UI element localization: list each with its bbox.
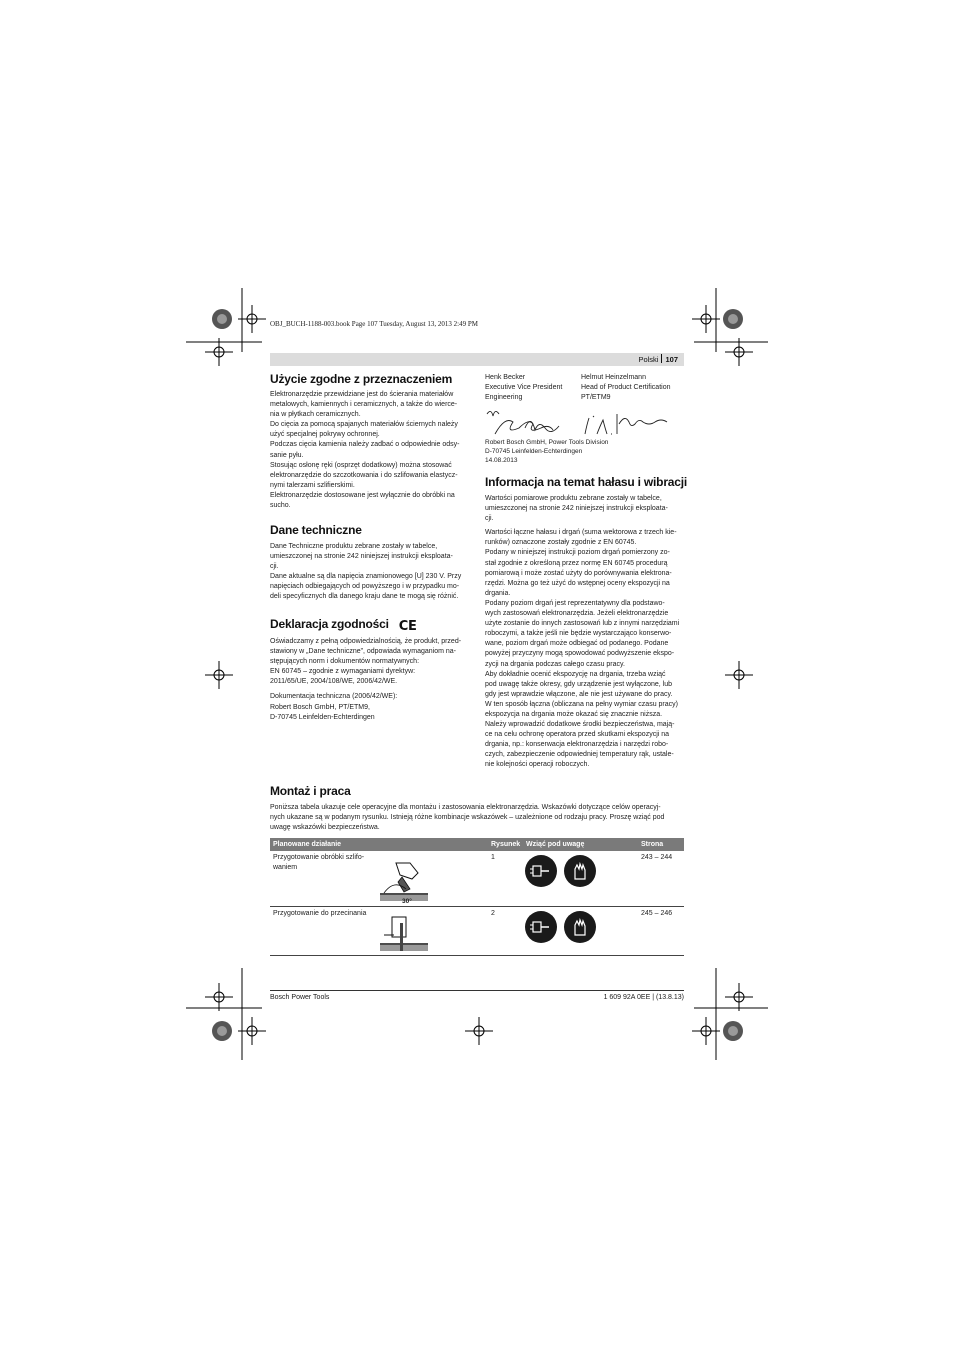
section-intended-use <box>270 372 470 511</box>
figure-number: 2 <box>491 910 495 917</box>
text-line: elektronarzędzie do szczotkowania i do szlifowania elastycz- <box>270 471 458 479</box>
row-divider <box>270 955 684 956</box>
section-body <box>270 637 470 723</box>
text-line: Oświadczamy z pełną odpowiedzialnością, że produkt, przed- <box>270 638 462 645</box>
text-line: D-70745 Leinfelden-Echterdingen <box>270 713 375 721</box>
page-number: 107 <box>665 355 678 364</box>
gloves-icon <box>564 911 596 943</box>
text-line: Elektronarzędzie przewidziane jest do ścierania materiałów <box>270 391 454 398</box>
signatory-title: Head of Product Certification <box>581 384 671 392</box>
text-line: wych zastosowań elektronarzędzia. Jeżeli elektronarzędzie <box>485 610 669 618</box>
text-line: stępujących norm i dokumentów normatywnych: <box>270 658 420 666</box>
text-line: cji. <box>270 563 279 571</box>
page-range: 243 – 244 <box>641 854 673 861</box>
text-line: nych ukazane są w podanym rysunku. Istnieją różne kombinacje wskazówek – uzależnione od rodzaju pracy. Proszę wziąć pod <box>270 814 665 822</box>
text-line: cji. <box>485 515 494 523</box>
action-text: waniem <box>273 863 298 871</box>
text-line: Robert Bosch GmbH, Power Tools Division <box>485 439 609 446</box>
section-title <box>270 617 470 634</box>
text-line: Dokumentacja techniczna (2006/42/WE): <box>270 693 398 701</box>
figure-number: 1 <box>491 854 495 861</box>
text-line: ekspozycja na drgania może okazać się znacznie niższa. <box>485 710 663 718</box>
text-line: umieszczonej na stronie 242 niniejszej instrukcji eksploata- <box>485 505 668 513</box>
text-line: umieszczonej na stronie 242 niniejszej instrukcji eksploata- <box>270 553 453 561</box>
text-line: runków) oznaczone zostały zgodnie z EN 60745. <box>485 539 637 547</box>
print-file-info: OBJ_BUCH-1188-003.book Page 107 Tuesday, August 13, 2013 2:49 PM <box>270 320 478 328</box>
text-line: sanie pyłu. <box>270 451 304 459</box>
footer-doc-number: 1 609 92A 0EE | (13.8.13) <box>603 994 684 1001</box>
text-line: rzędzi. Można go też użyć do wstępnej oceny ekspozycji na <box>485 579 670 587</box>
text-line: Należy wprowadzić dodatkowe środki bezpieczeństwa, mają- <box>485 721 675 729</box>
text-line: stał zgodnie z określoną przez normę EN 60745 procedurą <box>485 559 668 567</box>
section-title: Informacja na temat hałasu i wibracji <box>485 475 688 489</box>
footer-brand: Bosch Power Tools <box>270 994 330 1001</box>
text-line: Do cięcia za pomocą spajanych materiałów ściernych należy <box>270 421 458 429</box>
action-cell <box>273 909 383 919</box>
page-header-band <box>270 353 684 366</box>
column-header: Rysunek <box>491 841 521 848</box>
cutting-illustration <box>378 915 428 955</box>
section-mounting <box>270 784 684 833</box>
text-line: stawiony w „Dane techniczne”, odpowiada wymaganiom na- <box>270 648 456 656</box>
text-line: D-70745 Leinfelden-Echterdingen <box>485 448 583 455</box>
text-line: Podany poziom drgań jest reprezentatywny dla podstawo- <box>485 599 665 607</box>
table-row <box>270 907 684 956</box>
text-line: Dane Techniczne produktu zebrane zostały w tabelce, <box>270 543 438 550</box>
handwritten-signatures <box>485 406 685 442</box>
text-line: gdy jest wprawdzie włączone, ale nie jest używane do pracy. <box>485 690 673 698</box>
text-line: powyżej przyczyny mogą spowodować podwyższenie ekspo- <box>485 650 675 658</box>
angle-label: 30° <box>402 898 412 905</box>
text-line: użyć specjalnej pokrywy ochronnej. <box>270 431 380 439</box>
section-title: Dane techniczne <box>270 523 362 537</box>
text-line: zycji na drgania podczas całego czasu pracy. <box>485 660 625 668</box>
language-label: Polski <box>638 355 659 364</box>
section-title: Użycie zgodne z przeznaczeniem <box>270 372 453 386</box>
text-line: 14.08.2013 <box>485 457 518 464</box>
text-line: pomiarową i może zostać użyty do porównywania elektrona- <box>485 569 672 577</box>
table-row <box>270 851 684 906</box>
gloves-icon <box>564 855 596 887</box>
signatory-dept: PT/ETM9 <box>581 394 611 402</box>
text-line: użyte zostanie do innych zastosowań lub z innymi narzędziami <box>485 620 680 628</box>
column-header: Strona <box>641 841 664 848</box>
text-line: Podany w niniejszej instrukcji poziom drgań pomierzony zo- <box>485 549 670 557</box>
text-line: Aby dokładnie ocenić ekspozycję na drgania, trzeba wziąć <box>485 670 666 678</box>
section-title-text: Deklaracja zgodności <box>270 617 389 631</box>
text-line: nie kolejności operacji roboczych. <box>485 761 590 769</box>
text-line: czych, zabezpieczenie odpowiedniej temperatury rąk, ustale- <box>485 751 674 759</box>
signatory-title: Executive Vice President <box>485 384 563 392</box>
signatory-name: Henk Becker <box>485 374 526 381</box>
text-line: pod uwagę także okresy, gdy urządzenie jest wyłączone, lub <box>485 680 673 688</box>
page-header-text <box>638 354 678 364</box>
text-line: uwagę wskazówki bezpieczeństwa. <box>270 824 380 832</box>
text-line: Stosując osłonę ręki (osprzęt dodatkowy) można stosować <box>270 461 452 469</box>
signatory-dept: Engineering <box>485 394 523 402</box>
ce-mark: CE <box>398 619 417 634</box>
text-line: roboczymi, a także jeśli nie będzie wystarczająco konserwo- <box>485 630 672 638</box>
section-noise <box>485 475 688 771</box>
page-range: 245 – 246 <box>641 910 673 917</box>
unplug-icon <box>525 855 557 887</box>
signatory-right <box>581 373 691 403</box>
text-line: wane, poziom drgań może odbiegać od podanego. Podane <box>485 640 669 648</box>
footer-divider <box>270 990 684 991</box>
text-line: metalowych, kamiennych i ceramicznych, a także do wierce- <box>270 401 458 409</box>
text-line: drgania. <box>485 589 511 597</box>
section-declaration <box>270 617 470 723</box>
section-body <box>270 390 470 511</box>
header-separator <box>661 354 662 363</box>
signatory-left <box>485 373 580 403</box>
text-line: ce na celu ochronę operatora przed skutkami ekspozycji na <box>485 731 670 739</box>
text-line: 2011/65/UE, 2004/108/WE, 2006/42/WE. <box>270 678 398 686</box>
text-line: drgania, np.: konserwacja elektronarzędzia i narzędzi robo- <box>485 741 669 749</box>
text-line: W ten sposób łączna (obliczana na pełny wymiar czasu pracy) <box>485 700 678 708</box>
text-line: Poniższa tabela ukazuje cele operacyjne dla montażu i zastosowania elektronarzędzia. Wskazówki dotyczące celów operacyj- <box>270 804 661 811</box>
company-info <box>485 438 685 465</box>
text-line: Elektronarzędzie dostosowane jest wyłącznie do obróbki na <box>270 491 455 499</box>
section-body <box>485 494 685 771</box>
section-body <box>270 803 684 833</box>
action-text: Przygotowanie do przecinania <box>273 910 367 917</box>
text-line: deli specyficznych dla danego kraju dane te mogą się różnić. <box>270 593 459 601</box>
signatory-name: Helmut Heinzelmann <box>581 374 646 381</box>
text-line: sucho. <box>270 502 291 510</box>
text-line: EN 60745 – zgodnie z wymaganiami dyrektyw: <box>270 668 416 676</box>
text-line: Dane aktualne są dla napięcia znamionowego [U] 230 V. Przy <box>270 573 462 581</box>
text-line: nymi talerzami szlifierskimi. <box>270 481 355 489</box>
section-technical-data <box>270 523 470 603</box>
text-line: Robert Bosch GmbH, PT/ETM9, <box>270 703 370 711</box>
column-header: Wziąć pod uwagę <box>526 841 585 848</box>
column-header: Planowane działanie <box>273 841 342 848</box>
action-text: Przygotowanie obróbki szlifo- <box>273 854 365 861</box>
text-line: nia w płytkach ceramicznych. <box>270 411 361 419</box>
section-title: Montaż i praca <box>270 784 351 798</box>
table-header <box>270 838 684 851</box>
text-line: Podczas cięcia kamienia należy zadbać o odpowiednie odsy- <box>270 441 460 449</box>
text-line: Wartości łączne hałasu i drgań (suma wektorowa z trzech kie- <box>485 529 677 537</box>
text-line: Wartości pomiarowe produktu zebrane zostały w tabelce, <box>485 495 662 502</box>
action-cell <box>273 853 383 872</box>
unplug-icon <box>525 911 557 943</box>
section-body <box>270 542 470 603</box>
text-line: napięciach odbiegających od powyższego i w przypadku mo- <box>270 583 460 591</box>
